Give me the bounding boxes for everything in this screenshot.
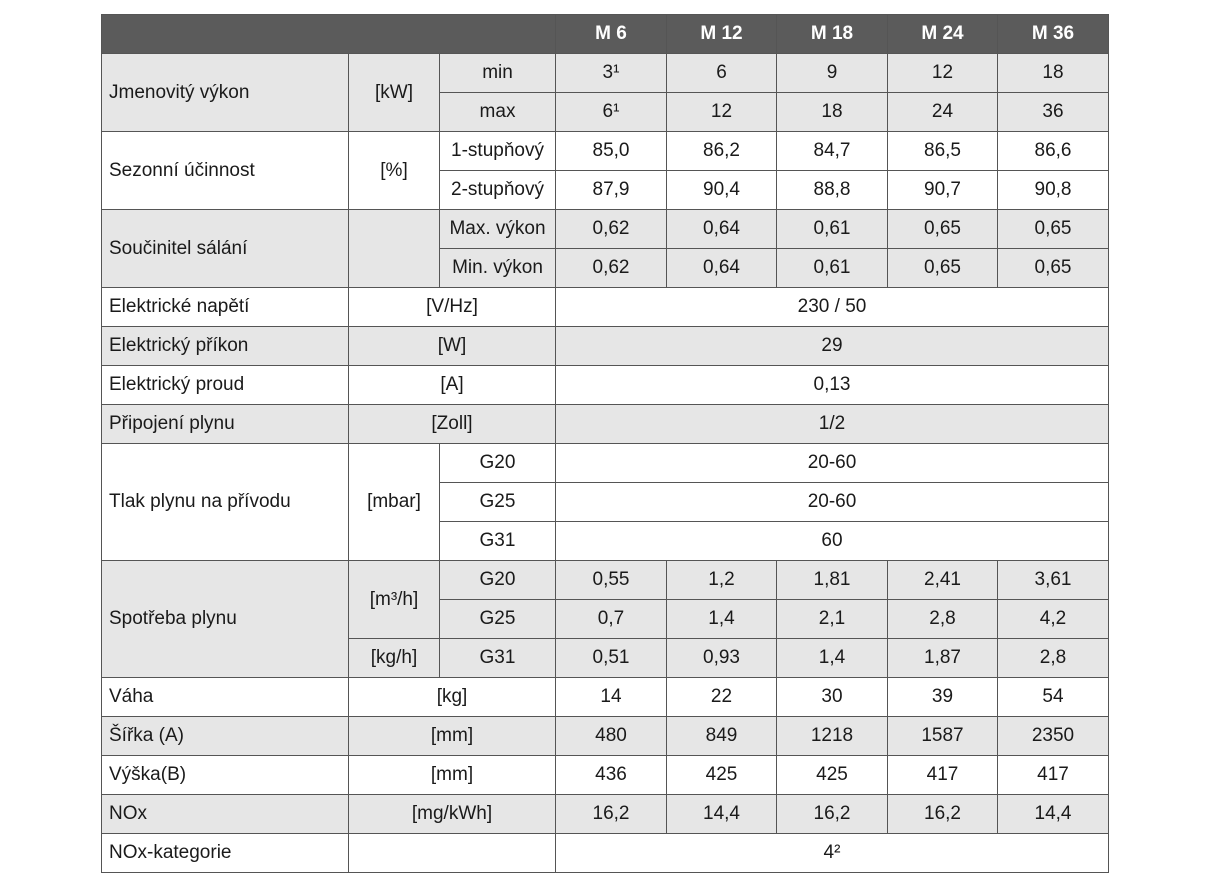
table-row xyxy=(102,717,1109,756)
unit-cell: [mm] xyxy=(349,717,556,756)
value-cell: 22 xyxy=(667,678,777,717)
value-cell: 16,2 xyxy=(777,795,888,834)
value-cell: 480 xyxy=(556,717,667,756)
value-cell: 16,2 xyxy=(556,795,667,834)
value-cell: 6 xyxy=(667,54,777,93)
table-row xyxy=(102,561,1109,600)
model-header-m36: M 36 xyxy=(998,15,1109,54)
value-cell: 2,8 xyxy=(888,600,998,639)
value-cell: 1587 xyxy=(888,717,998,756)
unit-cell: [W] xyxy=(349,327,556,366)
value-cell: 39 xyxy=(888,678,998,717)
row-label: Spotřeba plynu xyxy=(102,561,349,678)
model-header-m6: M 6 xyxy=(556,15,667,54)
table-row xyxy=(102,210,1109,249)
value-cell: 1/2 xyxy=(556,405,1109,444)
value-cell: 0,93 xyxy=(667,639,777,678)
value-cell: 85,0 xyxy=(556,132,667,171)
row-label: Váha xyxy=(102,678,349,717)
value-cell: 24 xyxy=(888,93,998,132)
unit-cell xyxy=(349,834,556,873)
value-cell: 54 xyxy=(998,678,1109,717)
sub-label: 2-stupňový xyxy=(440,171,556,210)
value-cell: 0,51 xyxy=(556,639,667,678)
row-label: Tlak plynu na přívodu xyxy=(102,444,349,561)
table-row xyxy=(102,678,1109,717)
value-cell: 9 xyxy=(777,54,888,93)
table-row xyxy=(102,405,1109,444)
sub-label: Min. výkon xyxy=(440,249,556,288)
table-row xyxy=(102,54,1109,93)
value-cell: 14,4 xyxy=(667,795,777,834)
table-row xyxy=(102,444,1109,483)
value-cell: 88,8 xyxy=(777,171,888,210)
table-row xyxy=(102,834,1109,873)
sub-label: G25 xyxy=(440,483,556,522)
value-cell: 230 / 50 xyxy=(556,288,1109,327)
value-cell: 0,62 xyxy=(556,210,667,249)
value-cell: 20-60 xyxy=(556,444,1109,483)
sub-label: min xyxy=(440,54,556,93)
value-cell: 12 xyxy=(888,54,998,93)
value-cell: 0,55 xyxy=(556,561,667,600)
sub-label: 1-stupňový xyxy=(440,132,556,171)
unit-cell: [mm] xyxy=(349,756,556,795)
value-cell: 6¹ xyxy=(556,93,667,132)
sub-label: max xyxy=(440,93,556,132)
sub-label: G20 xyxy=(440,561,556,600)
value-cell: 4² xyxy=(556,834,1109,873)
value-cell: 60 xyxy=(556,522,1109,561)
table-row xyxy=(102,327,1109,366)
value-cell: 417 xyxy=(888,756,998,795)
row-label: Elektrický proud xyxy=(102,366,349,405)
value-cell: 1218 xyxy=(777,717,888,756)
value-cell: 90,4 xyxy=(667,171,777,210)
sub-label: G25 xyxy=(440,600,556,639)
value-cell: 1,4 xyxy=(667,600,777,639)
sub-label: Max. výkon xyxy=(440,210,556,249)
value-cell: 1,2 xyxy=(667,561,777,600)
row-label: Elektrický příkon xyxy=(102,327,349,366)
row-label: Šířka (A) xyxy=(102,717,349,756)
row-label: Elektrické napětí xyxy=(102,288,349,327)
value-cell: 0,61 xyxy=(777,249,888,288)
unit-cell: [Zoll] xyxy=(349,405,556,444)
row-label: Jmenovitý výkon xyxy=(102,54,349,132)
unit-cell: [kg/h] xyxy=(349,639,440,678)
specification-table xyxy=(101,14,1109,873)
value-cell: 86,5 xyxy=(888,132,998,171)
value-cell: 0,7 xyxy=(556,600,667,639)
value-cell: 90,7 xyxy=(888,171,998,210)
unit-cell: [V/Hz] xyxy=(349,288,556,327)
value-cell: 0,65 xyxy=(888,210,998,249)
table-row xyxy=(102,756,1109,795)
value-cell: 0,62 xyxy=(556,249,667,288)
value-cell: 0,64 xyxy=(667,210,777,249)
sub-label: G31 xyxy=(440,522,556,561)
value-cell: 16,2 xyxy=(888,795,998,834)
value-cell: 0,13 xyxy=(556,366,1109,405)
header-blank-cell xyxy=(102,15,556,54)
unit-cell: [mbar] xyxy=(349,444,440,561)
value-cell: 2,1 xyxy=(777,600,888,639)
table-row xyxy=(102,288,1109,327)
unit-cell: [m³/h] xyxy=(349,561,440,639)
unit-cell: [kW] xyxy=(349,54,440,132)
unit-cell: [mg/kWh] xyxy=(349,795,556,834)
model-header-m24: M 24 xyxy=(888,15,998,54)
value-cell: 3,61 xyxy=(998,561,1109,600)
row-label: Součinitel sálání xyxy=(102,210,349,288)
unit-cell: [%] xyxy=(349,132,440,210)
sub-label: G31 xyxy=(440,639,556,678)
row-label: NOx xyxy=(102,795,349,834)
value-cell: 425 xyxy=(777,756,888,795)
value-cell: 0,61 xyxy=(777,210,888,249)
row-label: NOx-kategorie xyxy=(102,834,349,873)
table-row xyxy=(102,132,1109,171)
row-label: Sezonní účinnost xyxy=(102,132,349,210)
unit-cell: [A] xyxy=(349,366,556,405)
value-cell: 18 xyxy=(777,93,888,132)
unit-cell: [kg] xyxy=(349,678,556,717)
value-cell: 4,2 xyxy=(998,600,1109,639)
sub-label: G20 xyxy=(440,444,556,483)
table-row xyxy=(102,795,1109,834)
value-cell: 1,87 xyxy=(888,639,998,678)
value-cell: 2,8 xyxy=(998,639,1109,678)
value-cell: 3¹ xyxy=(556,54,667,93)
value-cell: 425 xyxy=(667,756,777,795)
value-cell: 84,7 xyxy=(777,132,888,171)
value-cell: 417 xyxy=(998,756,1109,795)
header-row xyxy=(102,15,1109,54)
value-cell: 849 xyxy=(667,717,777,756)
value-cell: 1,81 xyxy=(777,561,888,600)
value-cell: 36 xyxy=(998,93,1109,132)
value-cell: 1,4 xyxy=(777,639,888,678)
value-cell: 86,2 xyxy=(667,132,777,171)
value-cell: 2,41 xyxy=(888,561,998,600)
model-header-m18: M 18 xyxy=(777,15,888,54)
value-cell: 0,65 xyxy=(998,249,1109,288)
row-label: Výška(B) xyxy=(102,756,349,795)
value-cell: 90,8 xyxy=(998,171,1109,210)
value-cell: 436 xyxy=(556,756,667,795)
value-cell: 18 xyxy=(998,54,1109,93)
table-row xyxy=(102,366,1109,405)
value-cell: 87,9 xyxy=(556,171,667,210)
value-cell: 2350 xyxy=(998,717,1109,756)
value-cell: 20-60 xyxy=(556,483,1109,522)
value-cell: 86,6 xyxy=(998,132,1109,171)
value-cell: 0,65 xyxy=(998,210,1109,249)
unit-cell xyxy=(349,210,440,288)
value-cell: 14,4 xyxy=(998,795,1109,834)
model-header-m12: M 12 xyxy=(667,15,777,54)
value-cell: 14 xyxy=(556,678,667,717)
row-label: Připojení plynu xyxy=(102,405,349,444)
value-cell: 12 xyxy=(667,93,777,132)
value-cell: 29 xyxy=(556,327,1109,366)
value-cell: 30 xyxy=(777,678,888,717)
value-cell: 0,64 xyxy=(667,249,777,288)
value-cell: 0,65 xyxy=(888,249,998,288)
